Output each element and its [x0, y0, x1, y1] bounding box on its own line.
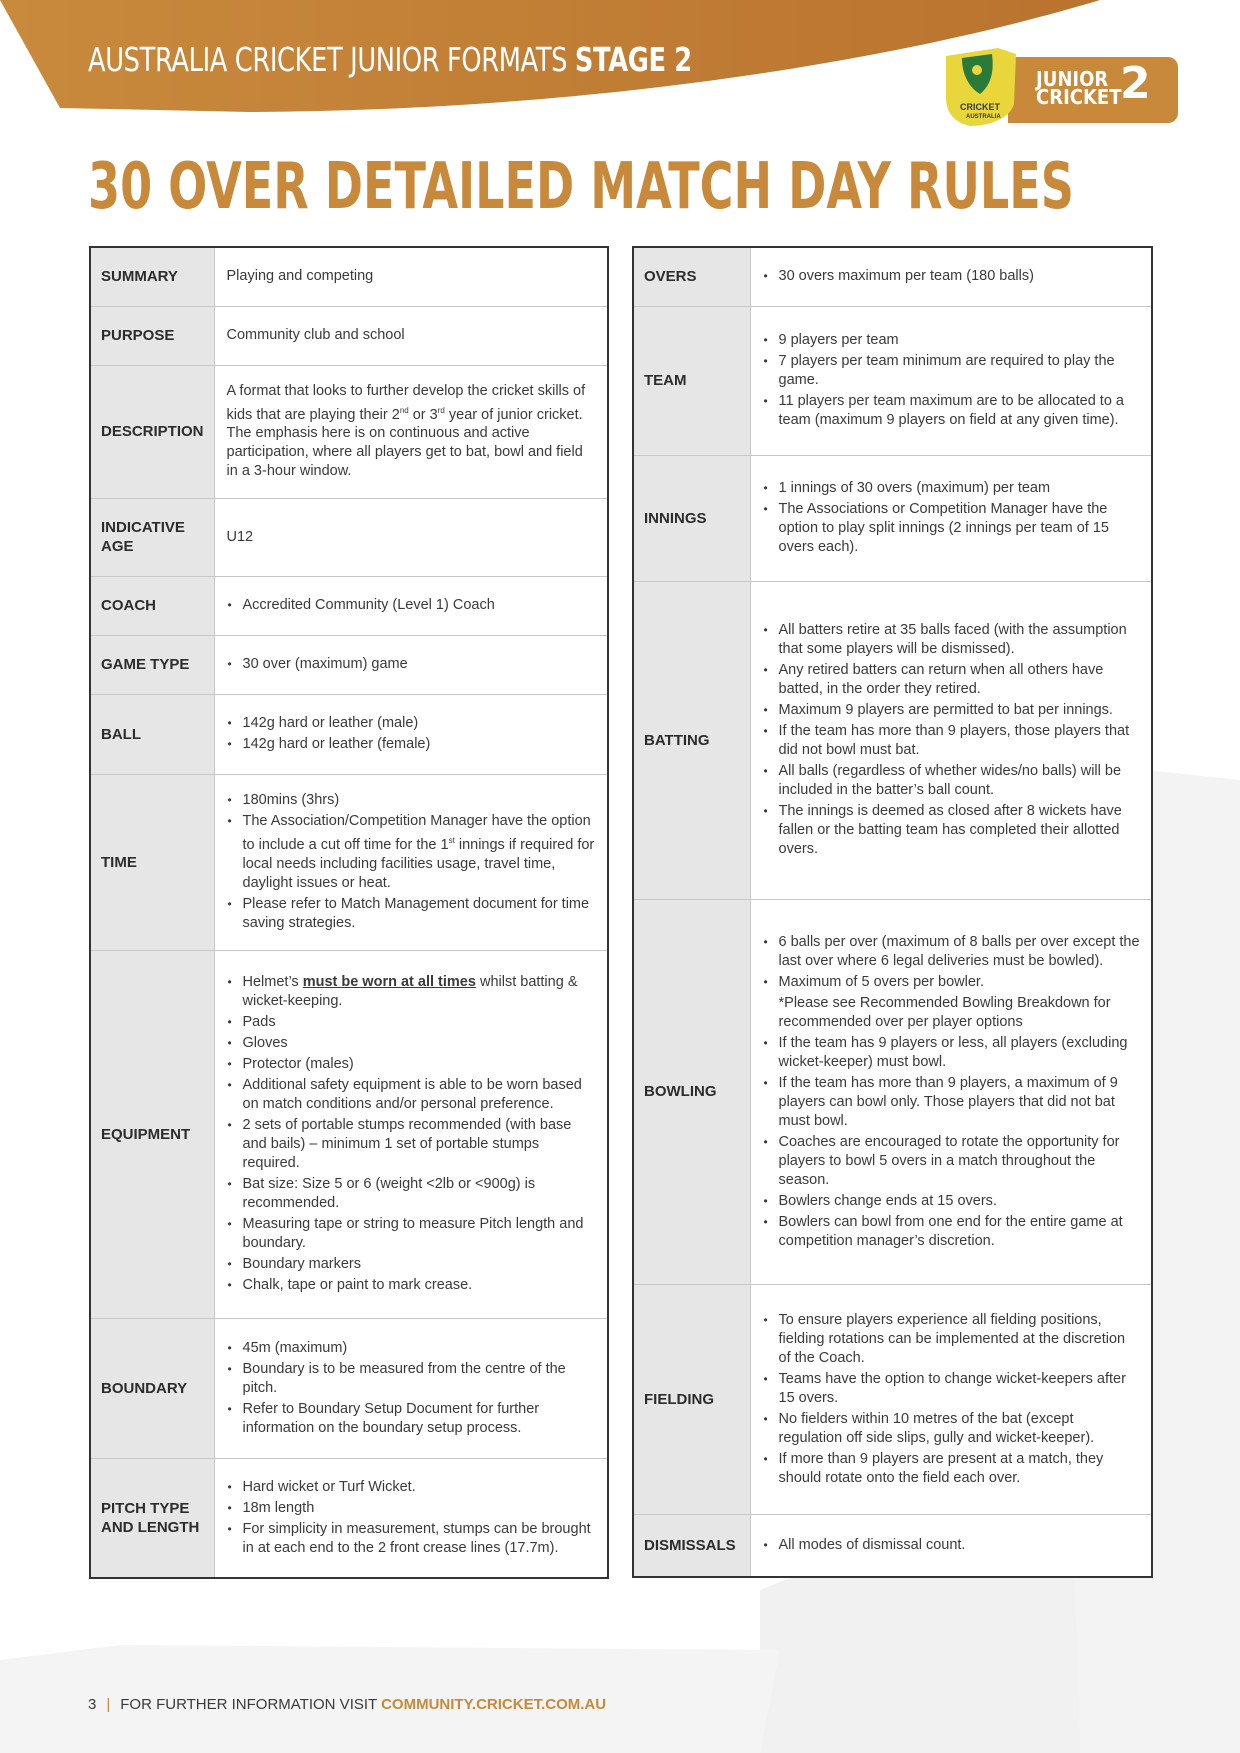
row-value: Playing and competing	[214, 247, 608, 306]
table-row	[90, 635, 608, 694]
stage-number: 2	[1120, 58, 1151, 109]
row-label: GAME TYPE	[90, 635, 214, 694]
page-title: 30 OVER DETAILED MATCH DAY RULES	[88, 150, 1074, 224]
row-value	[750, 455, 1152, 581]
list-item: • Gloves	[243, 1034, 597, 1053]
table-row	[90, 247, 608, 306]
list-item: • Bat size: Size 5 or 6 (weight <2lb or <900g) is recommended.	[243, 1175, 597, 1213]
list-item: • 1 innings of 30 overs (maximum) per team	[779, 479, 1142, 498]
row-value	[750, 899, 1152, 1284]
row-label: PITCH TYPE AND LENGTH	[90, 1458, 214, 1578]
list-item: • The Association/Competition Manager have the option to include a cut off time for the 1st innings if required for local needs including facilities usage, travel time, daylight issues or heat.	[243, 812, 597, 893]
list-item: • Hard wicket or Turf Wicket.	[243, 1478, 597, 1497]
row-value: U12	[214, 498, 608, 576]
list-item: • All balls (regardless of whether wides/no balls) will be included in the batter’s ball count.	[779, 762, 1142, 800]
list-item: • Coaches are encouraged to rotate the opportunity for players to bowl 5 overs in a match throughout the season.	[779, 1133, 1142, 1190]
table-row	[90, 498, 608, 576]
row-label: COACH	[90, 576, 214, 635]
list-item: • Pads	[243, 1013, 597, 1032]
row-value	[750, 306, 1152, 455]
row-label: INDICATIVE AGE	[90, 498, 214, 576]
bowling-note: *Please see Recommended Bowling Breakdown for recommended over per player options	[778, 994, 1111, 1030]
list-item: • If the team has 9 players or less, all players (excluding wicket-keeper) must bowl.	[779, 1034, 1142, 1072]
row-value	[750, 1514, 1152, 1577]
row-label: INNINGS	[633, 455, 750, 581]
table-row	[90, 576, 608, 635]
list-item: • 30 over (maximum) game	[243, 655, 597, 674]
row-label: FIELDING	[633, 1284, 750, 1514]
list-item: • Additional safety equipment is able to be worn based on match conditions and/or personal preference.	[243, 1076, 597, 1114]
row-label: EQUIPMENT	[90, 950, 214, 1318]
list-item: • Refer to Boundary Setup Document for further information on the boundary setup process.	[243, 1400, 597, 1438]
list-item: • 6 balls per over (maximum of 8 balls per over except the last over where 6 legal deliveries must be bowled).	[779, 933, 1142, 971]
footer-link[interactable]: COMMUNITY.CRICKET.COM.AU	[381, 1696, 607, 1713]
table-row	[633, 1284, 1152, 1514]
list-item: • 2 sets of portable stumps recommended (with base and bails) – minimum 1 set of portable stumps required.	[243, 1116, 597, 1173]
list-item: • All modes of dismissal count.	[779, 1536, 1142, 1555]
list-item: • 7 players per team minimum are required to play the game.	[779, 352, 1142, 390]
left-rules-table	[89, 246, 609, 1579]
footer-text: FOR FURTHER INFORMATION VISIT	[120, 1696, 382, 1713]
row-label: BOUNDARY	[90, 1318, 214, 1458]
row-value	[214, 950, 608, 1318]
table-row	[633, 306, 1152, 455]
row-value: Community club and school	[214, 306, 608, 365]
row-value	[214, 774, 608, 950]
list-item: • No fielders within 10 metres of the bat (except regulation off side slips, gully and wicket-keeper).	[779, 1410, 1142, 1448]
list-item: • If the team has more than 9 players, a maximum of 9 players can bowl only. Those players that did not bat must bowl.	[779, 1074, 1142, 1131]
right-rules-table	[632, 246, 1153, 1578]
list-item: • Boundary markers	[243, 1255, 597, 1274]
list-item: • 142g hard or leather (male)	[243, 714, 597, 733]
list-item: • The innings is deemed as closed after 8 wickets have fallen or the batting team has completed their allotted overs.	[779, 802, 1142, 859]
row-label: TEAM	[633, 306, 750, 455]
banner-title: AUSTRALIA CRICKET JUNIOR FORMATS STAGE 2	[88, 40, 692, 79]
row-label: TIME	[90, 774, 214, 950]
row-label: BOWLING	[633, 899, 750, 1284]
list-item: • Measuring tape or string to measure Pitch length and boundary.	[243, 1215, 597, 1253]
row-value	[214, 635, 608, 694]
table-row	[633, 455, 1152, 581]
footer	[88, 1696, 606, 1713]
row-value	[214, 694, 608, 774]
table-row	[90, 774, 608, 950]
list-item: • Protector (males)	[243, 1055, 597, 1074]
list-item: • 18m length	[243, 1499, 597, 1518]
list-item: • Maximum of 5 overs per bowler.	[779, 973, 1142, 992]
list-item: • To ensure players experience all fielding positions, fielding rotations can be implemented at the discretion of the Coach.	[779, 1311, 1142, 1368]
row-label: OVERS	[633, 247, 750, 306]
list-item: • Accredited Community (Level 1) Coach	[243, 596, 597, 615]
list-item: • Maximum 9 players are permitted to bat per innings.	[779, 701, 1142, 720]
list-item: • 30 overs maximum per team (180 balls)	[779, 267, 1142, 286]
row-label: PURPOSE	[90, 306, 214, 365]
list-item: • Any retired batters can return when all others have batted, in the order they retired.	[779, 661, 1142, 699]
table-row	[90, 1458, 608, 1578]
list-item: • 142g hard or leather (female)	[243, 735, 597, 754]
row-value	[750, 247, 1152, 306]
row-value	[750, 581, 1152, 899]
table-row	[90, 306, 608, 365]
table-row	[633, 247, 1152, 306]
list-item: • If the team has more than 9 players, those players that did not bowl must bat.	[779, 722, 1142, 760]
logo-brand: CRICKET	[960, 102, 1000, 112]
table-row	[90, 1318, 608, 1458]
junior-cricket-logo	[940, 48, 1180, 128]
row-value	[214, 1318, 608, 1458]
page-number: 3	[88, 1696, 97, 1713]
list-item: • 11 players per team maximum are to be allocated to a team (maximum 9 players on field at any given time).	[779, 392, 1142, 430]
list-item: • Bowlers change ends at 15 overs.	[779, 1192, 1142, 1211]
list-item: • The Associations or Competition Manager have the option to play split innings (2 innings per team of 15 overs each).	[779, 500, 1142, 557]
list-item: • All batters retire at 35 balls faced (with the assumption that some players will be dismissed).	[779, 621, 1142, 659]
footer-separator: |	[106, 1696, 111, 1713]
row-value	[750, 1284, 1152, 1514]
logo-country: AUSTRALIA	[966, 114, 1001, 120]
junior-cricket-text: JUNIOR CRICKET	[1036, 67, 1122, 109]
row-label: SUMMARY	[90, 247, 214, 306]
table-row	[90, 365, 608, 498]
list-item: • Boundary is to be measured from the centre of the pitch.	[243, 1360, 597, 1398]
list-item: • Chalk, tape or paint to mark crease.	[243, 1276, 597, 1295]
row-label: BALL	[90, 694, 214, 774]
row-label: DESCRIPTION	[90, 365, 214, 498]
list-item: • Helmet’s must be worn at all times whilst batting & wicket-keeping.	[243, 973, 597, 1011]
table-row	[633, 899, 1152, 1284]
row-value: A format that looks to further develop the cricket skills of kids that are playing their 2nd or 3rd year of junior cricket. The emphasis here is on continuous and active participation, where all players get to bat, bowl and field in a 3-hour window.	[214, 365, 608, 498]
row-label: DISMISSALS	[633, 1514, 750, 1577]
list-item: • 180mins (3hrs)	[243, 791, 597, 810]
list-item: • For simplicity in measurement, stumps can be brought in at each end to the 2 front crease lines (17.7m).	[243, 1520, 597, 1558]
row-value	[214, 576, 608, 635]
list-item: • Teams have the option to change wicket-keepers after 15 overs.	[779, 1370, 1142, 1408]
table-row	[633, 581, 1152, 899]
row-label: BATTING	[633, 581, 750, 899]
table-row	[633, 1514, 1152, 1577]
list-item: • 9 players per team	[779, 331, 1142, 350]
table-row	[90, 694, 608, 774]
row-value	[214, 1458, 608, 1578]
list-item: • If more than 9 players are present at a match, they should rotate onto the field each over.	[779, 1450, 1142, 1488]
table-row	[90, 950, 608, 1318]
list-item: • Bowlers can bowl from one end for the entire game at competition manager’s discretion.	[779, 1213, 1142, 1251]
list-item: • Please refer to Match Management document for time saving strategies.	[243, 895, 597, 933]
list-item: • 45m (maximum)	[243, 1339, 597, 1358]
